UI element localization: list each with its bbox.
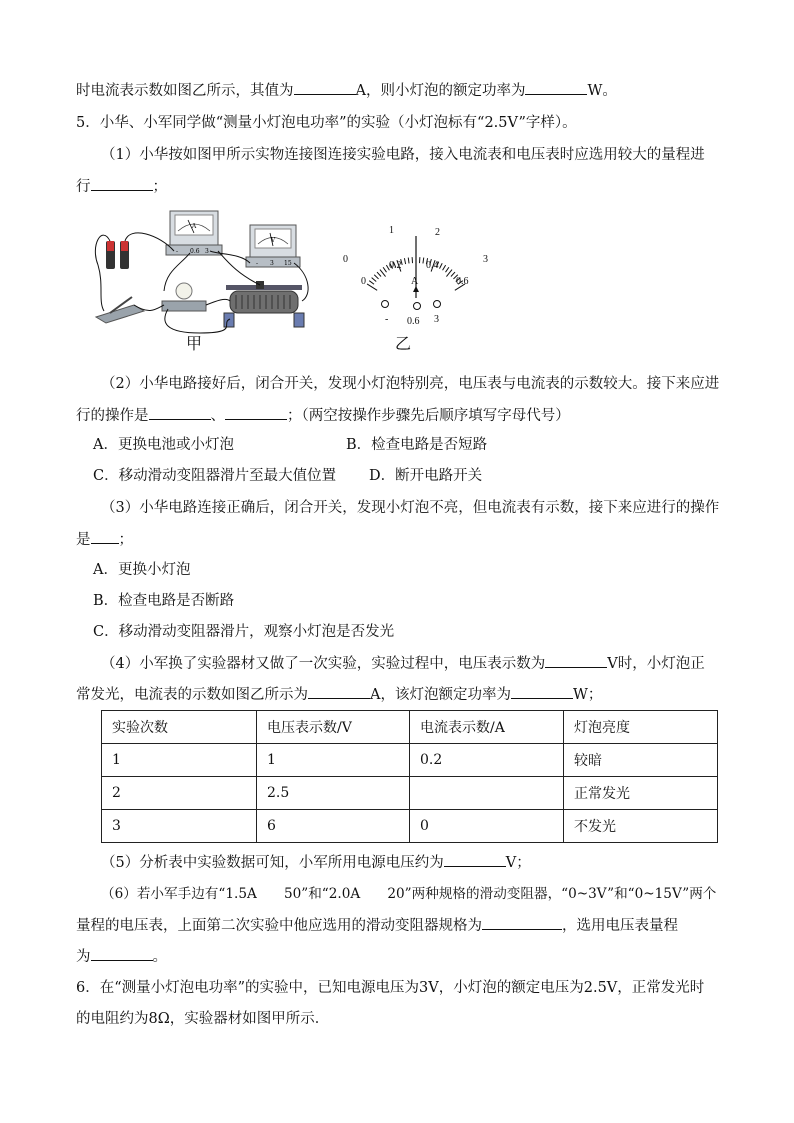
scale-tick (408, 258, 409, 264)
svg-text:2: 2 (435, 227, 440, 238)
text-line-1 (76, 80, 617, 101)
scale-tick (423, 258, 424, 264)
table-cell: 1 (102, 744, 257, 777)
text: A，则小灯泡的额定功率为 (355, 83, 526, 99)
q5-part2-line2 (76, 405, 570, 426)
q5-part4-line2 (76, 684, 602, 705)
svg-text:0.6: 0.6 (190, 248, 200, 255)
table-cell: 1 (257, 744, 410, 777)
svg-text:0.6: 0.6 (456, 276, 469, 287)
ammeter-scale-yi (335, 220, 505, 330)
svg-text:A: A (411, 276, 419, 287)
table-cell: 不发光 (564, 810, 718, 843)
option-b: B．检查电路是否断路 (93, 593, 235, 609)
table-header-cell: 电流表示数/A (410, 711, 564, 744)
option-a: A．更换电池或小灯泡 (93, 437, 234, 453)
svg-text:15: 15 (284, 260, 292, 267)
q5-part2-line1 (101, 374, 719, 394)
svg-text:-: - (256, 260, 259, 267)
terminal (434, 301, 441, 308)
blank[interactable] (91, 529, 119, 544)
blank[interactable] (545, 653, 607, 668)
rheostat-icon (224, 281, 304, 327)
text: W； (572, 687, 603, 703)
svg-text:V: V (270, 237, 276, 244)
table-cell: 3 (102, 810, 257, 843)
svg-text:0.4: 0.4 (426, 260, 439, 271)
text: V； (505, 855, 531, 871)
text: （2）小华电路接好后，闭合开关，发现小灯泡特别亮，电压表与电流表的示数较大。接下来应进 (101, 376, 720, 392)
option-b: B．检查电路是否短路 (346, 437, 488, 453)
battery-icon (106, 241, 129, 269)
text: ，选用电压表量程 (562, 918, 678, 934)
svg-text:0: 0 (343, 254, 348, 265)
text: A，该灯泡额定功率为 (370, 687, 511, 703)
blank[interactable] (308, 684, 370, 699)
q5-part3-line1 (101, 498, 719, 518)
text: 行 (76, 179, 91, 195)
table-header-cell: 实验次数 (102, 711, 257, 744)
text: 6．在“测量小灯泡电功率”的实验中，已知电源电压为3V，小灯泡的额定电压为2.5V，正常发光时 (76, 980, 705, 996)
text: （1）小华按如图甲所示实物连接图连接实验电路，接入电流表和电压表时应选用较大的量程进 (101, 147, 705, 163)
option-a: A．更换小灯泡 (93, 562, 191, 578)
table-cell: 0 (410, 810, 564, 843)
text: （4）小军换了实验器材又做了一次实验，实验过程中，电压表示数为 (101, 656, 546, 672)
figure-label-yi: 乙 (395, 334, 412, 353)
circuit-diagram-jia (90, 205, 320, 355)
scale-tick (451, 272, 455, 276)
table-header-row (102, 711, 718, 744)
blank[interactable] (482, 915, 562, 930)
svg-text:3: 3 (483, 254, 488, 265)
scale-tick (377, 272, 381, 276)
table-cell: 2 (102, 777, 257, 810)
blank[interactable] (91, 946, 153, 961)
q5-part1-line2 (76, 176, 167, 197)
text: 行的操作是 (76, 408, 149, 424)
q5-part5 (101, 852, 531, 873)
experiment-table (101, 710, 718, 843)
scale-tick (374, 275, 378, 279)
text: 是 (76, 532, 91, 548)
svg-text:-: - (176, 248, 179, 255)
svg-text:0: 0 (361, 276, 366, 287)
scale-tick (443, 265, 446, 270)
table-cell: 0.2 (410, 744, 564, 777)
blank[interactable] (511, 684, 573, 699)
blank[interactable] (294, 80, 356, 95)
scale-tick (440, 263, 443, 268)
scale-tick (372, 278, 377, 282)
text: （5）分析表中实验数据可知，小军所用电源电压约为 (101, 855, 444, 871)
text: V时，小灯泡正 (607, 656, 705, 672)
question-6-line1 (76, 978, 704, 998)
text: ； (118, 532, 133, 548)
scale-tick (367, 284, 377, 290)
option-c: C．移动滑动变阻器滑片至最大值位置 (93, 468, 337, 484)
table-cell: 正常发光 (564, 777, 718, 810)
scale-tick (383, 267, 386, 272)
text: 时电流表示数如图乙所示，其值为 (76, 83, 294, 99)
text: 常发光，电流表的示数如图乙所示为 (76, 687, 308, 703)
ammeter-icon (166, 211, 222, 255)
text: ； (152, 179, 167, 195)
text: 为 (76, 949, 91, 965)
text: （6）若小军手边有“1.5A 50”和“2.0A 20”两种规格的滑动变阻器，“0~3V”和“0~15V”两个 (101, 886, 717, 902)
table-cell: 较暗 (564, 744, 718, 777)
blank[interactable] (525, 80, 587, 95)
scale-tick (369, 281, 374, 285)
text: 量程的电压表，上面第二次实验中他应选用的滑动变阻器规格为 (76, 918, 482, 934)
q5-part1-line1 (101, 145, 705, 165)
svg-text:0.6: 0.6 (407, 316, 420, 327)
text: 。 (152, 949, 167, 965)
text: ；（两空按操作步骤先后顺序填写字母代号） (287, 408, 570, 424)
blank[interactable] (149, 405, 211, 420)
table-cell: 6 (257, 810, 410, 843)
option-d: D．断开电路开关 (369, 468, 483, 484)
blank[interactable] (444, 852, 506, 867)
svg-text:3: 3 (205, 248, 209, 255)
svg-text:3: 3 (434, 314, 439, 325)
text: （3）小华电路连接正确后，闭合开关，发现小灯泡不亮，但电流表有示数，接下来应进行的操作 (101, 500, 720, 516)
blank[interactable] (225, 405, 287, 420)
scale-tick (445, 267, 448, 272)
svg-text:0.2: 0.2 (389, 260, 402, 271)
question-5-intro (76, 113, 577, 133)
svg-text:3: 3 (270, 260, 274, 267)
text: 5．小华、小军同学做“测量小灯泡电功率”的实验（小灯泡标有“2.5V”字样）。 (76, 115, 577, 131)
voltmeter-icon (246, 225, 300, 267)
table-row (102, 744, 718, 777)
scale-tick (404, 258, 405, 264)
table-header-cell: 灯泡亮度 (564, 711, 718, 744)
svg-text:-: - (385, 314, 389, 325)
q5-part6-line1 (101, 884, 716, 904)
question-6-line2 (76, 1009, 329, 1029)
svg-text:1: 1 (389, 225, 394, 236)
text: W。 (587, 83, 617, 99)
figure-label-jia: 甲 (186, 334, 203, 353)
svg-text:A: A (191, 223, 197, 230)
table-row (102, 810, 718, 843)
bulb-icon (162, 283, 206, 311)
q5-part3-line2 (76, 529, 133, 550)
table-cell: 2.5 (257, 777, 410, 810)
q5-part6-line3 (76, 946, 167, 967)
text: 的电阻约为8Ω，实验器材如图甲所示． (76, 1011, 330, 1027)
q5-part6-line2 (76, 915, 678, 936)
text: 、 (210, 408, 225, 424)
q5-part4-line1 (101, 653, 705, 674)
terminal (382, 301, 389, 308)
table-cell[interactable] (410, 777, 564, 810)
option-c: C．移动滑动变阻器滑片，观察小灯泡是否发光 (93, 624, 395, 640)
table-row (102, 777, 718, 810)
table-header-cell: 电压表示数/V (257, 711, 410, 744)
terminal (414, 303, 421, 310)
blank[interactable] (91, 176, 153, 191)
